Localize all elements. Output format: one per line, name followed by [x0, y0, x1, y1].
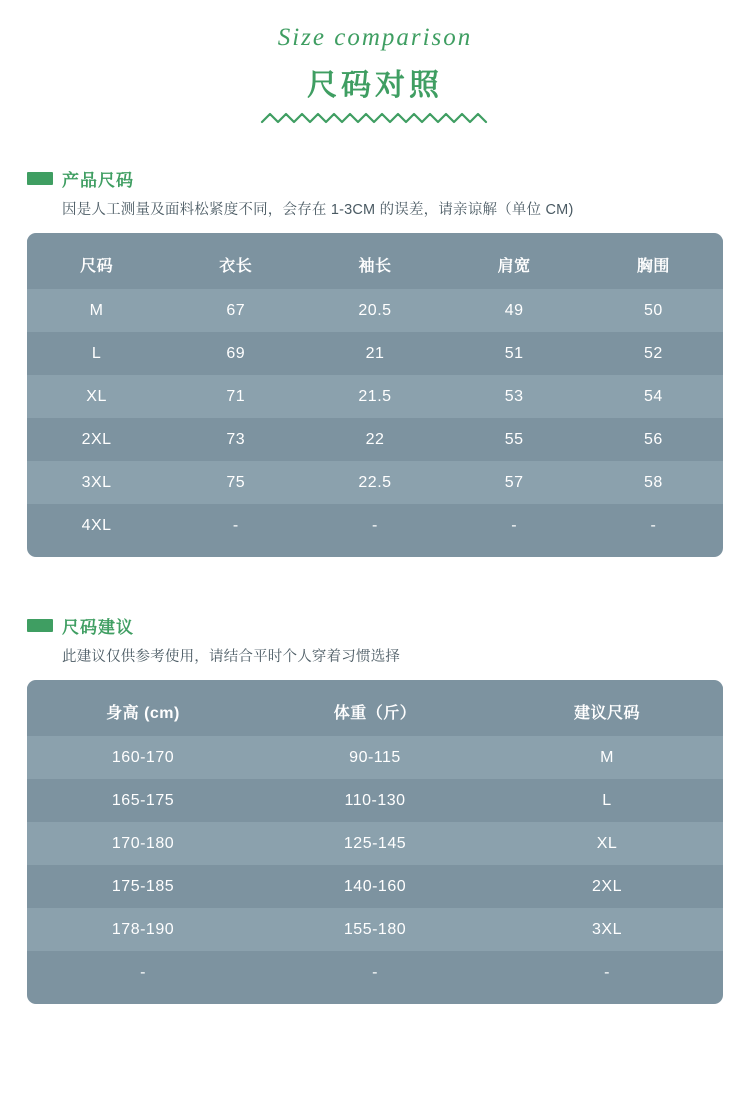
table-row [27, 289, 723, 332]
section-title: 产品尺码 [62, 171, 134, 190]
recommendation-table [27, 686, 723, 994]
table-cell: L [602, 791, 612, 809]
table-header-cell: 建议尺码 [573, 704, 640, 722]
table-header-cell: 衣长 [219, 257, 253, 275]
table-cell: - [140, 963, 146, 981]
table-cell: 55 [504, 430, 524, 448]
table-cell: M [89, 301, 104, 319]
table-header-cell: 身高 (cm) [106, 704, 180, 722]
table-cell: XL [596, 834, 618, 852]
table-cell: 178-190 [111, 920, 175, 938]
section-note: 此建议仅供参考使用，请结合平时个人穿着习惯选择 [62, 649, 401, 665]
table-cell: 58 [643, 473, 663, 491]
table-cell: 69 [226, 344, 246, 362]
recommendation-table-container [27, 680, 723, 1004]
section-note: 因是人工测量及面料松紧度不同，会存在 1-3CM 的误差，请亲谅解（单位 CM) [62, 202, 574, 218]
table-cell: 71 [226, 387, 246, 405]
table-cell: 2XL [81, 430, 112, 448]
table-row [27, 908, 723, 951]
table-header-cell: 肩宽 [497, 257, 531, 275]
header-english-title: Size comparison [277, 24, 473, 51]
table-cell: 3XL [592, 920, 622, 938]
table-cell: 21 [365, 344, 385, 362]
table-cell: 110-130 [344, 791, 406, 809]
table-cell: 4XL [81, 516, 112, 534]
product-size-section [27, 166, 723, 219]
table-cell: 175-185 [111, 877, 175, 895]
size-table-container [27, 233, 723, 557]
green-bar-icon [27, 172, 53, 185]
table-cell: XL [86, 387, 107, 405]
table-row [27, 332, 723, 375]
table-cell: 50 [643, 301, 663, 319]
table-row [27, 951, 723, 994]
table-cell: 160-170 [111, 748, 175, 766]
table-cell: 52 [643, 344, 663, 362]
table-cell: 155-180 [343, 920, 407, 938]
green-bar-icon [27, 619, 53, 632]
table-cell: 125-145 [343, 834, 407, 852]
table-cell: 54 [643, 387, 663, 405]
table-cell: 67 [226, 301, 246, 319]
table-header-cell: 体重（斤） [333, 704, 417, 722]
table-row [27, 375, 723, 418]
table-cell: 57 [504, 473, 524, 491]
table-cell: 56 [643, 430, 663, 448]
table-cell: 22 [365, 430, 385, 448]
size-recommendation-section [27, 613, 723, 666]
table-cell: 90-115 [349, 748, 401, 766]
table-row [27, 418, 723, 461]
page-header [0, 0, 750, 128]
table-header-cell: 袖长 [358, 257, 392, 275]
table-cell: - [511, 516, 518, 534]
table-cell: 2XL [592, 877, 622, 895]
table-header-row [27, 239, 723, 289]
table-cell: 53 [504, 387, 524, 405]
table-row [27, 736, 723, 779]
table-cell: 21.5 [358, 387, 392, 405]
table-cell: 49 [504, 301, 524, 319]
table-cell: 22.5 [358, 473, 392, 491]
table-row [27, 779, 723, 822]
table-header-row [27, 686, 723, 736]
section-title: 尺码建议 [62, 618, 134, 637]
table-row [27, 504, 723, 547]
table-row [27, 822, 723, 865]
product-size-heading [27, 166, 723, 191]
table-row [27, 865, 723, 908]
page-title: 尺码对照 [307, 69, 443, 102]
size-recommendation-heading [27, 613, 723, 638]
table-header-cell: 尺码 [80, 257, 114, 275]
table-cell: - [372, 516, 378, 534]
table-cell: - [232, 516, 239, 534]
table-row [27, 461, 723, 504]
table-cell: 51 [504, 344, 524, 362]
table-cell: 73 [226, 430, 246, 448]
table-cell: 20.5 [358, 301, 392, 319]
table-cell: - [604, 963, 610, 981]
table-cell: 170-180 [111, 834, 175, 852]
table-cell: - [650, 516, 657, 534]
table-cell: 75 [226, 473, 246, 491]
table-header-cell: 胸围 [636, 257, 670, 275]
table-cell: M [600, 748, 614, 766]
table-cell: L [91, 344, 102, 362]
table-cell: 3XL [81, 473, 112, 491]
size-table [27, 239, 723, 547]
table-cell: 165-175 [111, 791, 175, 809]
table-cell: 140-160 [343, 877, 407, 895]
wave-divider-icon [260, 110, 490, 128]
table-cell: - [372, 963, 378, 981]
